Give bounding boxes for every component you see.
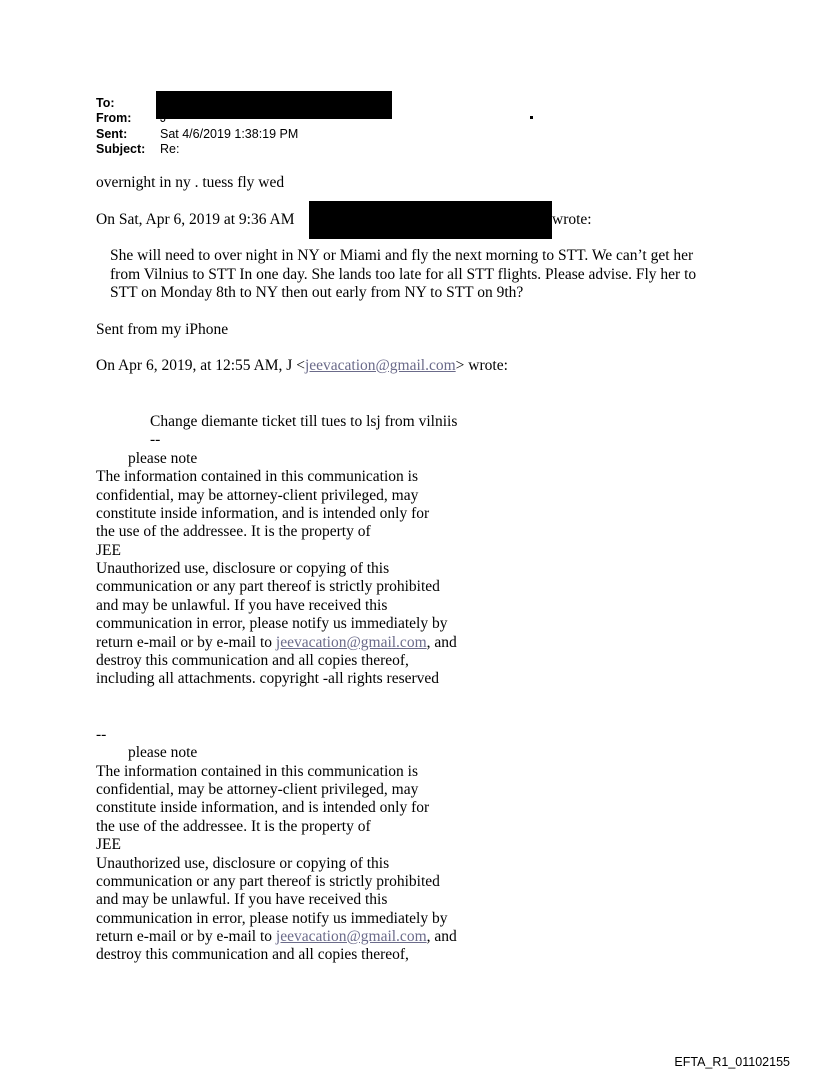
disclaimer1-email-prefix: return e-mail or by e-mail to: [96, 634, 276, 651]
disclaimer1-line: constitute inside information, and is intended only for: [96, 505, 430, 522]
disclaimer1-line: destroy this communication and all copies thereof,: [96, 652, 409, 669]
disclaimer1-email-line: [96, 634, 457, 652]
disclaimer2-line: Unauthorized use, disclosure or copying of this: [96, 855, 390, 872]
quote2-line: [96, 357, 508, 375]
disclaimer2-email-suffix: , and: [426, 928, 457, 945]
to-label: To:: [96, 96, 115, 110]
quote2-suffix: > wrote:: [455, 357, 508, 374]
disclaimer2-line: communication in error, please notify us immediately by: [96, 910, 448, 927]
redaction-to: [156, 91, 392, 119]
disclaimer2-line: destroy this communication and all copies thereof,: [96, 946, 409, 963]
msg-line-3: STT on Monday 8th to NY then out early from NY to STT on 9th?: [110, 284, 524, 301]
quote2-email-link[interactable]: jeevacation@gmail.com: [304, 357, 456, 374]
disclaimer2-email-link[interactable]: jeevacation@gmail.com: [275, 928, 427, 945]
disclaimer1-line: communication or any part thereof is strictly prohibited: [96, 578, 440, 595]
disclaimer2-line: the use of the addressee. It is the property of: [96, 818, 371, 835]
sent-row: [96, 127, 298, 142]
disclaimer1-line: confidential, may be attorney-client privileged, may: [96, 487, 419, 504]
sent-from: Sent from my iPhone: [96, 321, 229, 338]
quote1-prefix: On Sat, Apr 6, 2019 at 9:36 AM: [96, 211, 295, 228]
disclaimer1-email-link[interactable]: jeevacation@gmail.com: [275, 634, 427, 651]
quote2-prefix: On Apr 6, 2019, at 12:55 AM, J <: [96, 357, 305, 374]
change-line: Change diemante ticket till tues to lsj from vilniis: [150, 413, 458, 430]
disclaimer2-line: JEE: [96, 836, 121, 853]
disclaimer2-line: and may be unlawful. If you have received this: [96, 891, 388, 908]
please-note-1: please note: [128, 450, 198, 467]
msg-line-2: from Vilnius to STT In one day. She lands too late for all STT flights. Please advise. Fly her to: [110, 266, 697, 283]
from-label: From:: [96, 111, 132, 125]
disclaimer1-line: and may be unlawful. If you have received this: [96, 597, 388, 614]
msg-line-1: She will need to over night in NY or Miami and fly the next morning to STT. We can’t get her: [110, 247, 694, 264]
disclaimer2-line: communication or any part thereof is strictly prohibited: [96, 873, 440, 890]
bates-number: EFTA_R1_01102155: [674, 1055, 790, 1069]
reply-line: overnight in ny . tuess fly wed: [96, 174, 285, 191]
disclaimer1-line: Unauthorized use, disclosure or copying of this: [96, 560, 390, 577]
subject-value: Re:: [160, 142, 180, 156]
sent-label: Sent:: [96, 127, 128, 141]
disclaimer1-line: JEE: [96, 542, 121, 559]
quote1-suffix: wrote:: [552, 211, 592, 228]
signature-dashes-1: --: [150, 431, 161, 448]
subject-row: [96, 142, 179, 157]
stray-dot: [530, 116, 533, 119]
disclaimer1-line: the use of the addressee. It is the property of: [96, 523, 371, 540]
disclaimer2-email-prefix: return e-mail or by e-mail to: [96, 928, 276, 945]
signature-dashes-2: --: [96, 726, 107, 743]
disclaimer2-email-line: [96, 928, 457, 946]
subject-label: Subject:: [96, 142, 146, 156]
disclaimer2-line: constitute inside information, and is intended only for: [96, 799, 430, 816]
redaction-sender: [309, 201, 552, 239]
disclaimer2-line: The information contained in this communication is: [96, 763, 418, 780]
to-row: [96, 96, 160, 111]
disclaimer1-email-suffix: , and: [426, 634, 457, 651]
sent-value: Sat 4/6/2019 1:38:19 PM: [160, 127, 299, 141]
disclaimer1-line: The information contained in this communication is: [96, 468, 418, 485]
please-note-2: please note: [128, 744, 198, 761]
disclaimer1-line: including all attachments. copyright -all rights reserved: [96, 670, 440, 687]
disclaimer2-line: confidential, may be attorney-client privileged, may: [96, 781, 419, 798]
disclaimer1-line: communication in error, please notify us immediately by: [96, 615, 448, 632]
